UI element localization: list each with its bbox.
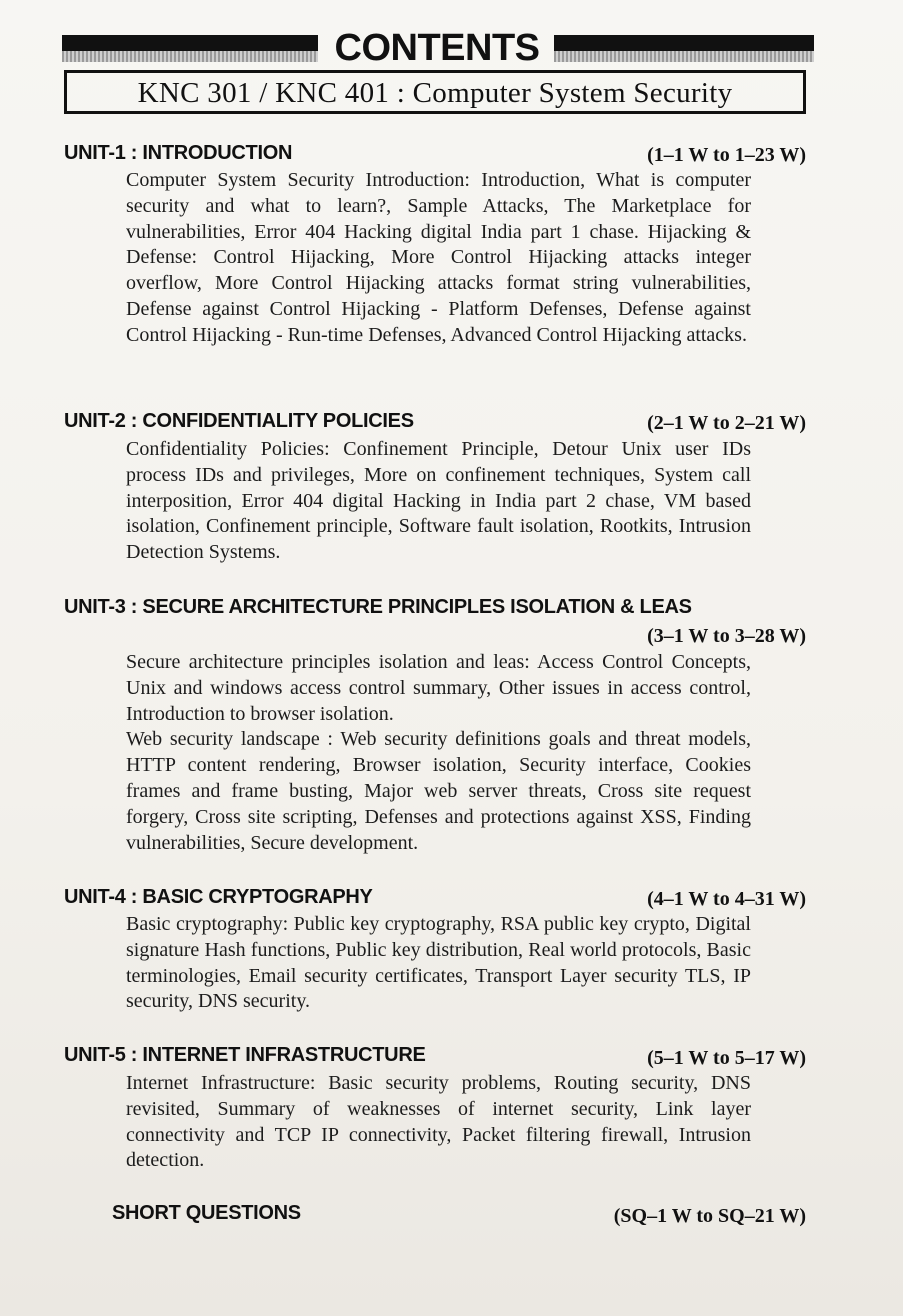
unit-4-body-text: Basic cryptography: Public key cryptography, RSA public key crypto, Digital signature Hash functions, Public key distribution, Real world protocols, Basic terminologies, Email security certificates, Transport Layer security TLS, IP security, DNS security. [126,913,751,1013]
unit-3-page-range: (3–1 W to 3–28 W) [647,625,806,647]
unit-3-description [126,650,751,856]
unit-3-heading: UNIT-3 : SECURE ARCHITECTURE PRINCIPLES ISOLATION & LEAS [64,596,692,618]
unit-2-body-text: Confidentiality Policies: Confinement Principle, Detour Unix user IDs process IDs and privileges, More on confinement techniques, System call interposition, Error 404 digital Hacking in India part 2 chase, VM based isolation, Confinement principle, Software fault isolation, Rootkits, Intrusion Detection Systems. [126,438,751,564]
unit-2-heading: UNIT-2 : CONFIDENTIALITY POLICIES [64,410,414,432]
unit-1-body-text: Computer System Security Introduction: Introduction, What is computer security and what to learn?, Sample Attacks, The Marketplace for vulnerabilities, Error 404 Hacking digital India part 1 chase. Hijacking & Defense: Control Hijacking, More Control Hijacking attacks integer overflow, More Control Hijacking attacks format string vulnerabilities, Defense against Control Hijacking - Platform Defenses, Defense against Control Hijacking - Run-time Defenses, Advanced Control Hijacking attacks. [126,169,751,346]
short-questions-heading: SHORT QUESTIONS [112,1202,301,1224]
unit-3-body-text: Secure architecture principles isolation and leas: Access Control Concepts, Unix and windows access control summary, Other issues in access control, Introduction to browser isolation. [126,651,751,725]
short-questions-page-range: (SQ–1 W to SQ–21 W) [613,1205,806,1227]
unit-5-heading: UNIT-5 : INTERNET INFRASTRUCTURE [64,1044,426,1066]
unit-2-page-range: (2–1 W to 2–21 W) [647,412,806,434]
unit-5-body-text: Internet Infrastructure: Basic security problems, Routing security, DNS revisited, Summary of weaknesses of internet security, Link layer connectivity and TCP IP connectivity, Packet filtering firewall, Intrusion detection. [126,1072,751,1172]
header-bar-left [62,35,318,62]
unit-1-page-range: (1–1 W to 1–23 W) [647,144,806,166]
page-title: CONTENTS [334,27,540,69]
unit-4-page-range: (4–1 W to 4–31 W) [647,888,806,910]
course-title-box: KNC 301 / KNC 401 : Computer System Security [64,70,806,114]
unit-3-body-text-web-security: Web security landscape : Web security definitions goals and threat models, HTTP content rendering, Browser isolation, Security interface, Cookies frames and frame busting, Major web server threats, Cross site request forgery, Cross site scripting, Defenses and protections against XSS, Finding vulnerabilities, Secure development. [126,728,751,854]
contents-header [62,26,814,70]
unit-5-description [126,1071,751,1174]
unit-4-heading: UNIT-4 : BASIC CRYPTOGRAPHY [64,886,373,908]
unit-1-heading: UNIT-1 : INTRODUCTION [64,142,293,164]
unit-2-description [126,437,751,566]
unit-1-description [126,168,751,349]
unit-5-page-range: (5–1 W to 5–17 W) [647,1047,806,1069]
unit-4-description [126,912,751,1015]
header-bar-right [554,35,814,62]
